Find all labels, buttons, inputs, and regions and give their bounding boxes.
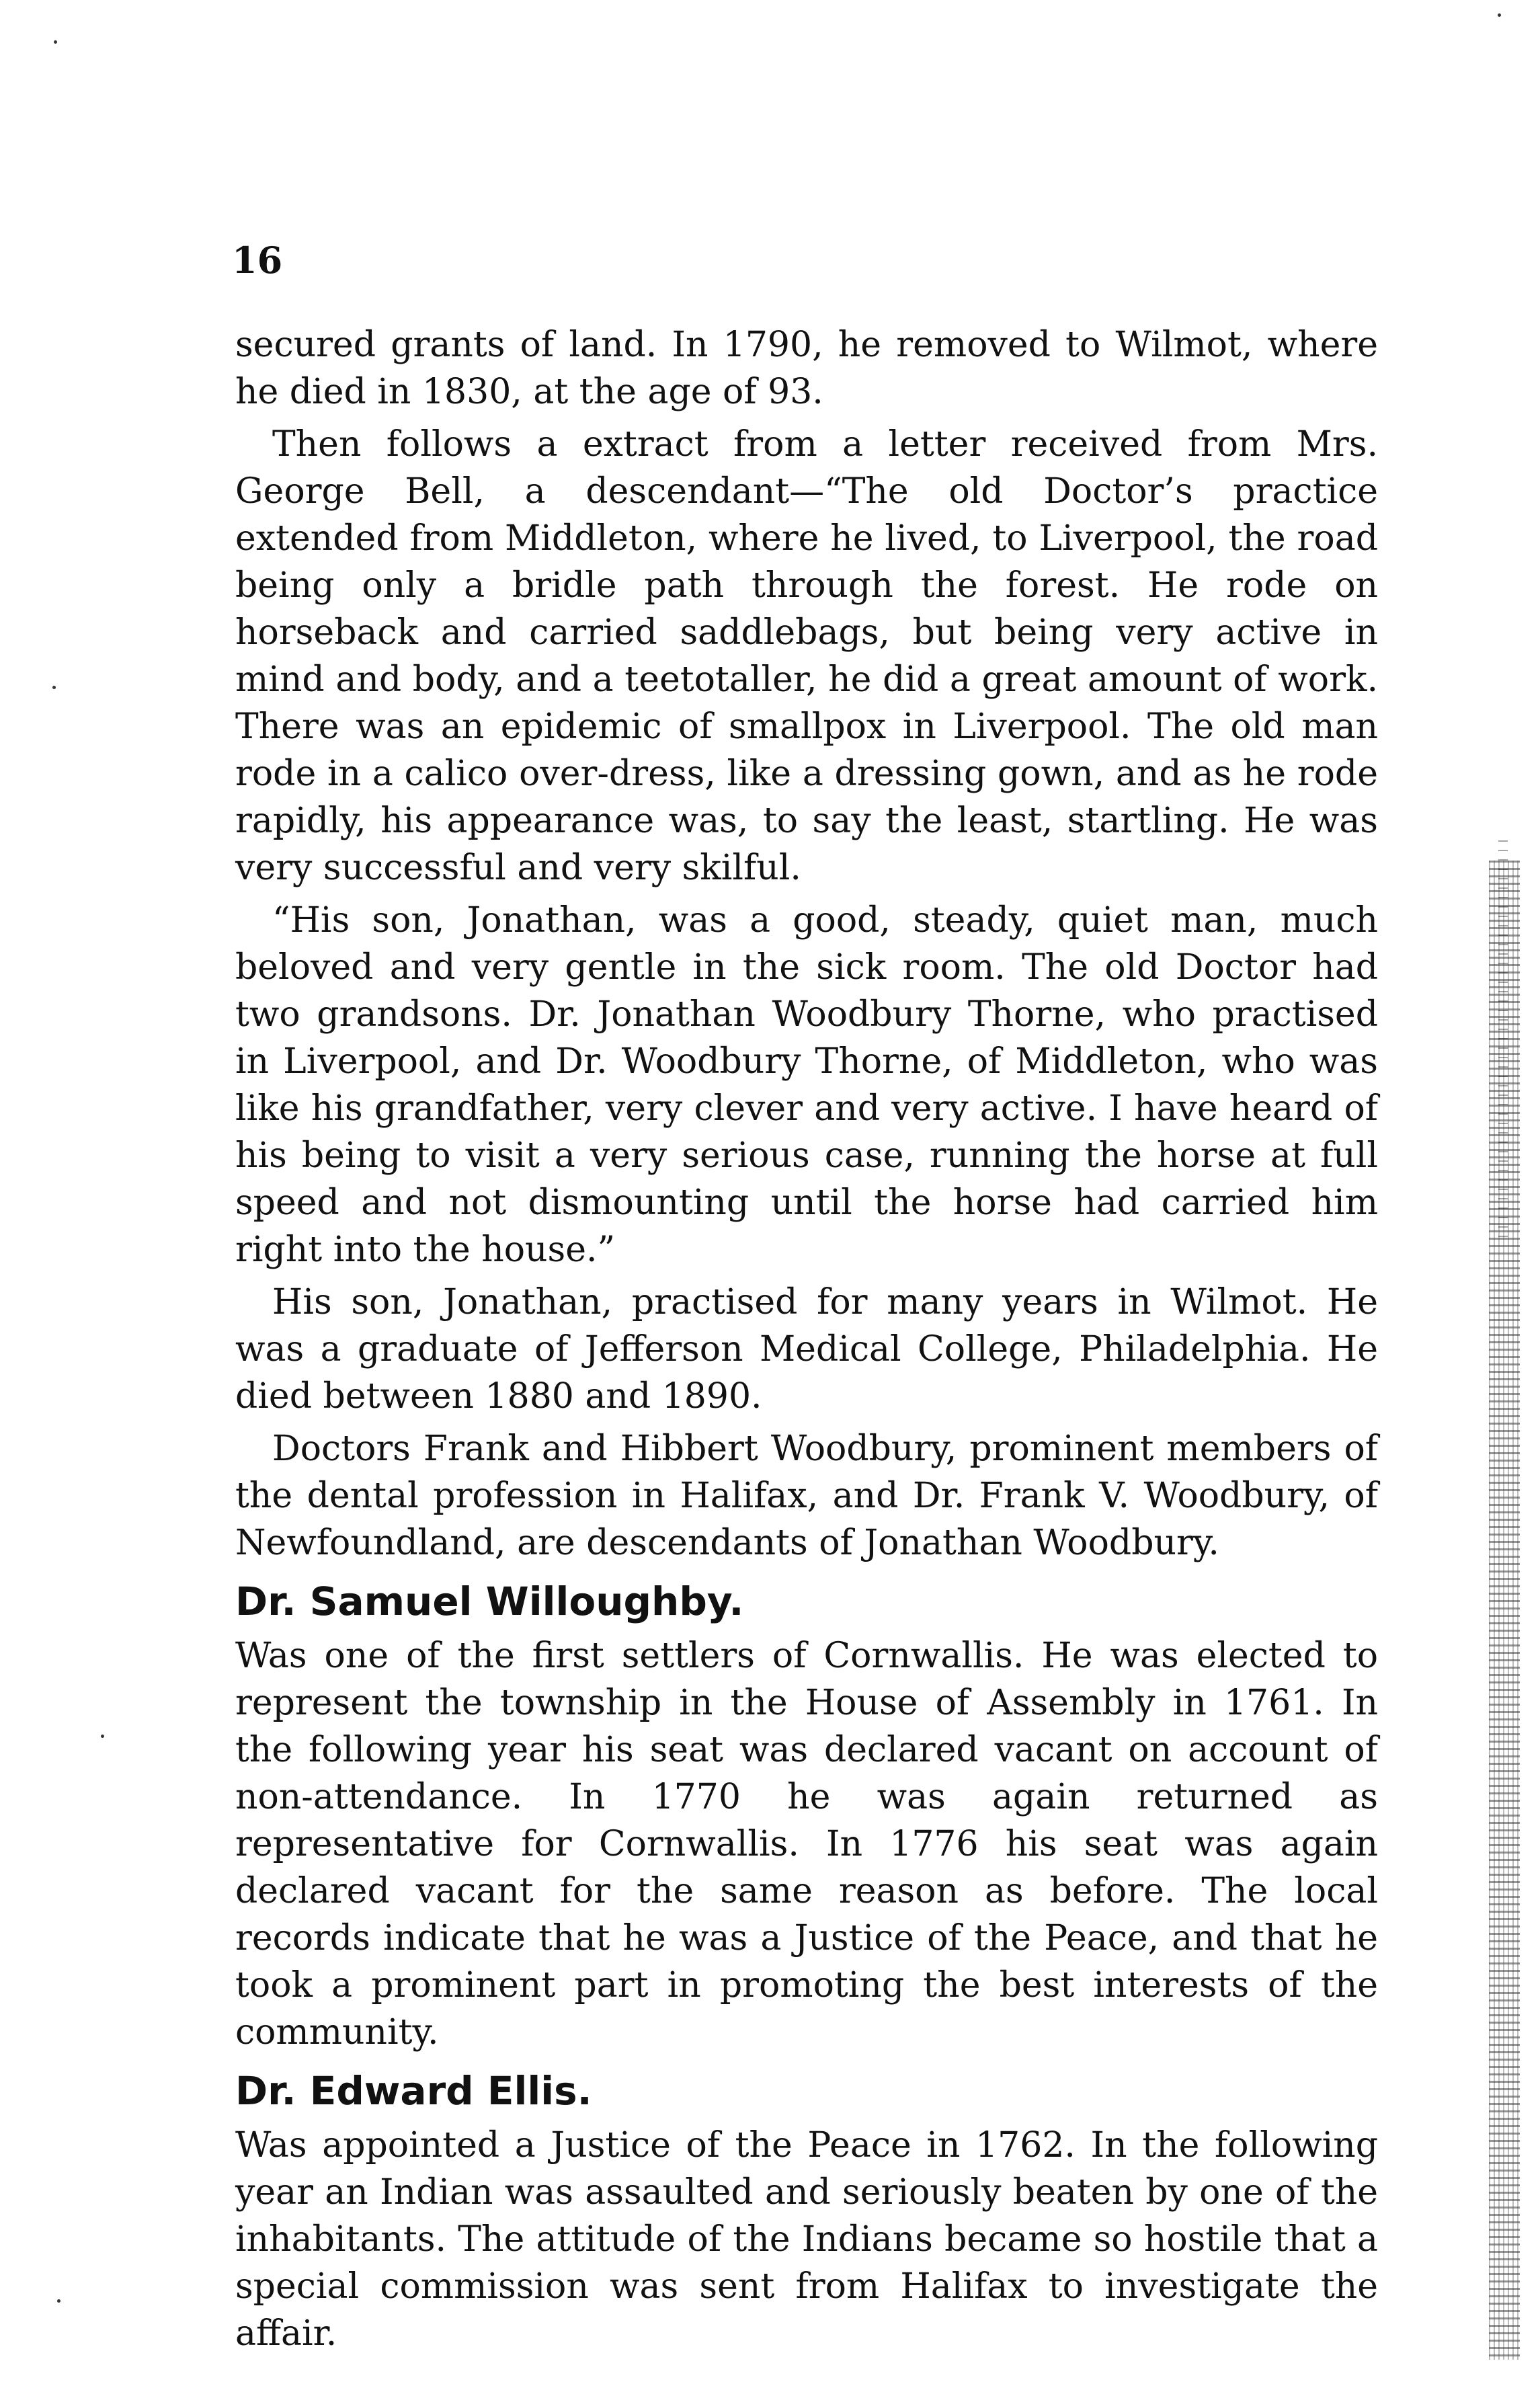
paragraph-continued: secured grants of land. In 1790, he removed to Wilmot, where he died in 1830, at the age of 93. [235, 325, 1378, 412]
scan-speck [1498, 13, 1501, 17]
paragraph-jonathan: His son, Jonathan, practised for many years in Wilmot. He was a graduate of Jefferson Medical College, Philadelphia. He died between 1880 and 1890. [235, 1282, 1378, 1417]
paragraph-letter-extract: Then follows a extract from a letter received from Mrs. George Bell, a descendant—“The old Doctor’s practice extended from Middleton, where he lived, to Liverpool, the road being only a bridle path through the forest. He rode on horseback and carried saddlebags, but being very active in mind and body, and a teetotaller, he did a great amount of work. There was an epidemic of smallpox in Liverpool. The old man rode in a calico over-dress, like a dressing gown, and as he rode rapidly, his appearance was, to say the least, startling. He was very successful and very skilful. [235, 424, 1378, 888]
section-text-willoughby: Was one of the first settlers of Cornwallis. He was elected to represent the township in the House of Assembly in 1761. In the following year his seat was declared vacant on account of non-attendance. In 1770 he was again returned as representative for Cornwallis. In 1776 his seat was again declared vacant for the same reason as before. The local records indicate that he was a Justice of the Peace, and that he took a prominent part in promoting the best interests of the community. [235, 1636, 1378, 2053]
paragraph-his-son-quote: “His son, Jonathan, was a good, steady, quiet man, much beloved and very gentle in the sick room. The old Doctor had two grandsons. Dr. Jonathan Woodbury Thorne, who practised in Liverpool, and Dr. Woodbury Thorne, of Middleton, who was like his grandfather, very clever and very active. I have heard of his being to visit a very serious case, running the horse at full speed and not dismounting until the horse had carried him right into the house.” [235, 900, 1378, 1270]
section-heading-willoughby: Dr. Samuel Willoughby. [235, 1579, 744, 1624]
section-heading-ellis: Dr. Edward Ellis. [235, 2068, 592, 2114]
body-text [235, 321, 1378, 2362]
page-number: 16 [232, 239, 283, 282]
paragraph-descendants: Doctors Frank and Hibbert Woodbury, prominent members of the dental profession in Halifax, and Dr. Frank V. Woodbury, of Newfoundland, are descendants of Jonathan Woodbury. [235, 1429, 1378, 1563]
scan-edge-noise [1489, 861, 1520, 2360]
scan-speck [101, 1735, 104, 1738]
section-text-ellis: Was appointed a Justice of the Peace in 1762. In the following year an Indian was assaulted and seriously beaten by one of the inhabitants. The attitude of the Indians became so hostile that a special commission was sent from Halifax to investigate the affair. [235, 2125, 1378, 2354]
scan-speck [54, 40, 57, 44]
scan-speck [52, 686, 56, 689]
scan-speck [57, 2299, 60, 2303]
